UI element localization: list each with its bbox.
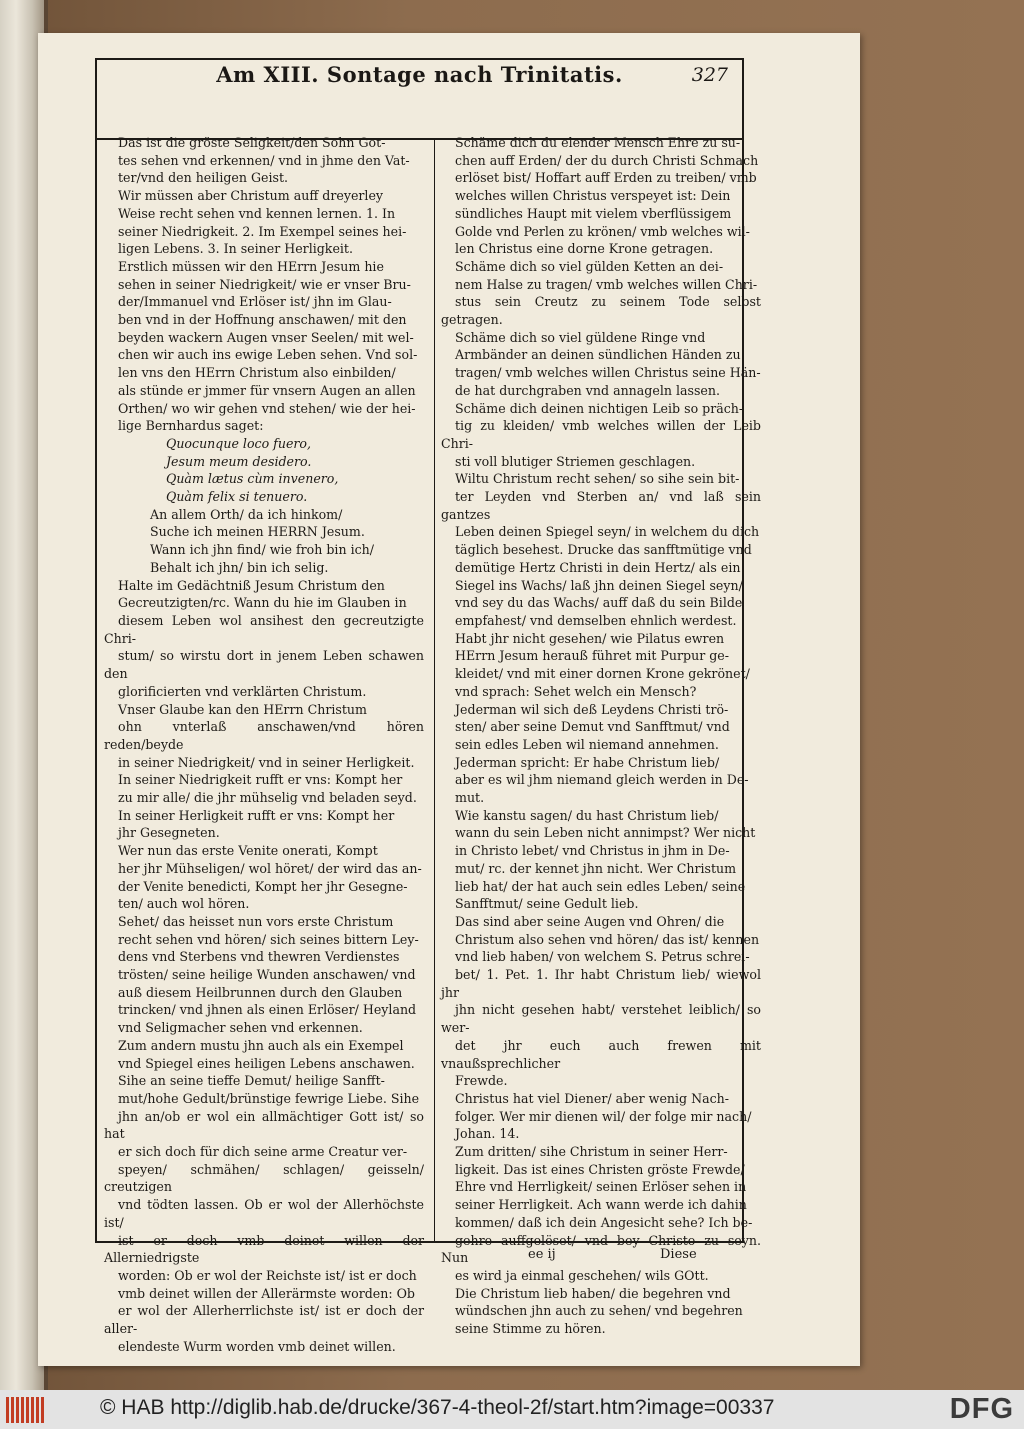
text-line: In seiner Herligkeit rufft er vns: Kompt her xyxy=(118,807,395,823)
text-line: recht sehen vnd hören/ sich seines bittern Ley- xyxy=(118,931,419,947)
text-line: de hat durchgraben vnd annageln lassen. xyxy=(455,382,720,398)
page-number: 327 xyxy=(691,64,728,86)
text-line: tig zu kleiden/ vmb welches willen der Leib Chri- xyxy=(441,418,761,451)
verse-line: Behalt ich jhn/ bin ich selig. xyxy=(150,559,329,575)
text-line: Wer nun das erste Venite onerati, Kompt xyxy=(118,843,378,859)
text-line: Golde vnd Perlen zu krönen/ vmb welches wil- xyxy=(455,223,750,239)
text-line: ten/ auch wol hören. xyxy=(118,896,250,912)
text-line: ligkeit. Das ist eines Christen gröste Frewde/ xyxy=(455,1161,745,1177)
text-line: Orthen/ wo wir gehen vnd stehen/ wie der hei- xyxy=(118,400,416,416)
text-line: elendeste Wurm worden vmb deinet willen. xyxy=(118,1338,396,1354)
text-line: ter/vnd den heiligen Geist. xyxy=(118,170,289,186)
text-line: sten/ aber seine Demut vnd Sanfftmut/ vnd xyxy=(455,719,730,735)
text-line: welches willen Christus verspeyet ist: Dein xyxy=(455,188,731,204)
text-line: her jhr Mühseligen/ wol höret/ der wird das an- xyxy=(118,860,422,876)
text-line: len vns den HErrn Christum also einbilden/ xyxy=(118,365,396,381)
text-line: seiner Niedrigkeit. 2. Im Exempel seines hei- xyxy=(118,223,407,239)
text-line: det jhr euch auch frewen mit vnaußsprechlicher xyxy=(441,1037,761,1071)
text-line: Habt jhr nicht gesehen/ wie Pilatus ewren xyxy=(455,630,725,646)
catchword: Diese xyxy=(660,1247,697,1262)
text-line: empfahest/ vnd demselben ehnlich werdest. xyxy=(455,612,737,628)
dfg-logo: DFG xyxy=(949,1393,1014,1425)
text-line: der/Immanuel vnd Erlöser ist/ jhn im Glau- xyxy=(118,294,392,310)
left-text-block-2 xyxy=(104,577,424,1356)
text-line: bet/ 1. Pet. 1. Ihr habt Christum lieb/ wiewol jhr xyxy=(441,967,761,1000)
german-verse xyxy=(104,506,424,577)
text-line: stus sein Creutz zu seinem Tode selbst getragen. xyxy=(441,294,761,328)
verse-line: Quocunque loco fuero, xyxy=(166,435,312,451)
text-line: stum/ so wirstu dort in jenem Leben schawen den xyxy=(104,648,424,682)
text-line: in seiner Niedrigkeit/ vnd in seiner Herligkeit. xyxy=(118,754,415,770)
text-line: sti voll blutiger Striemen geschlagen. xyxy=(455,453,696,469)
text-line: Schäme dich du elender Mensch Ehre zu su- xyxy=(455,135,741,150)
text-line: vnd sey du das Wachs/ auff daß du sein Bilde xyxy=(455,595,743,611)
running-head: Am XIII. Sontage nach Trinitatis. xyxy=(216,62,623,87)
text-line: folger. Wer mir dienen wil/ der folge mir nach/ xyxy=(455,1108,752,1124)
text-line: täglich besehest. Drucke das sanfftmütige vnd xyxy=(455,542,752,558)
verse-line: Quàm felix si tenuero. xyxy=(166,489,308,505)
text-line: Das ist die gröste Seligkeit/den Sohn Got- xyxy=(118,135,386,150)
text-line: Siegel ins Wachs/ laß jhn deinen Siegel seyn/ xyxy=(455,577,743,593)
text-line: sehen in seiner Niedrigkeit/ wie er vnser Bru- xyxy=(118,276,411,292)
text-line: chen wir auch ins ewige Leben sehen. Vnd sol- xyxy=(118,347,418,363)
text-line: lige Bernhardus saget: xyxy=(118,418,264,434)
text-line: mut. xyxy=(455,790,485,806)
text-line: kommen/ daß ich dein Angesicht sehe? Ich be- xyxy=(455,1214,753,1230)
text-line: mut/ rc. der kennet jhn nicht. Wer Christum xyxy=(455,860,737,876)
text-line: Christum also sehen vnd hören/ das ist/ kennen xyxy=(455,931,760,947)
text-line: zu mir alle/ die jhr mühselig vnd beladen seyd. xyxy=(118,790,417,806)
text-line: Christus hat viel Diener/ aber wenig Nach- xyxy=(455,1090,730,1106)
text-line: lieb hat/ der hat auch sein edles Leben/ seine xyxy=(455,878,746,894)
text-line: speyen/ schmähen/ schlagen/ geisseln/ creutzigen xyxy=(104,1161,424,1195)
text-line: worden: Ob er wol der Reichste ist/ ist er doch xyxy=(118,1268,417,1283)
text-line: der Venite benedicti, Kompt her jhr Gesegne- xyxy=(118,878,408,894)
verse-line: An allem Orth/ da ich hinkom/ xyxy=(150,506,343,522)
text-line: Schäme dich so viel güldene Ringe vnd xyxy=(455,329,706,345)
text-line: er wol der Allerherrlichste ist/ ist er doch der aller- xyxy=(104,1303,424,1337)
text-line: sündliches Haupt mit vielem vberflüssigem xyxy=(455,205,732,221)
text-line: Frewde. xyxy=(455,1073,508,1089)
text-line: Wir müssen aber Christum auff dreyerley xyxy=(118,188,384,204)
text-line: wündschen jhn auch zu sehen/ vnd begehren xyxy=(455,1303,743,1319)
text-line: vnd lieb haben/ von welchem S. Petrus schrei- xyxy=(455,949,750,965)
text-line: Ehre vnd Herrligkeit/ seinen Erlöser sehen in xyxy=(455,1179,747,1195)
text-line: seine Stimme zu hören. xyxy=(455,1321,606,1337)
text-line: als stünde er jmmer für vnsern Augen an allen xyxy=(118,382,416,398)
text-line: tes sehen vnd erkennen/ vnd in jhme den Vat- xyxy=(118,152,410,168)
text-line: Das sind aber seine Augen vnd Ohren/ die xyxy=(455,913,725,929)
text-line: beyden wackern Augen vnser Seelen/ mit wel- xyxy=(118,329,414,345)
text-line: gehre auffgelöset/ vnd bey Christo zu seyn. Nun xyxy=(441,1232,761,1266)
source-link[interactable]: © HAB http://diglib.hab.de/drucke/367-4-theol-2f/start.htm?image=00337 xyxy=(100,1396,775,1419)
text-line: sein edles Leben wil niemand annehmen. xyxy=(455,736,719,752)
text-line: ter Leyden vnd Sterben an/ vnd laß sein gantzes xyxy=(441,489,761,522)
text-line: Jederman wil sich deß Leydens Christi trö- xyxy=(455,701,729,717)
text-line: ligen Lebens. 3. In seiner Herligkeit. xyxy=(118,241,353,257)
text-line: glorificierten vnd verklärten Christum. xyxy=(118,683,367,699)
text-line: Zum andern mustu jhn auch als ein Exempel xyxy=(118,1037,404,1053)
text-line: nem Halse zu tragen/ vmb welches willen Chri- xyxy=(455,276,758,292)
text-line: Wiltu Christum recht sehen/ so sihe sein bit- xyxy=(455,471,740,487)
left-column xyxy=(104,134,424,1356)
verse-line: Wann ich jhn find/ wie froh bin ich/ xyxy=(150,542,375,558)
viewer-footer xyxy=(0,1390,1024,1429)
text-line: In seiner Niedrigkeit rufft er vns: Kompt her xyxy=(118,772,403,788)
text-line: es wird ja einmal geschehen/ wils GOtt. xyxy=(455,1268,709,1283)
text-line: chen auff Erden/ der du durch Christi Schmach xyxy=(455,152,759,168)
column-rule xyxy=(434,138,435,1241)
text-line: HErrn Jesum herauß führet mit Purpur ge- xyxy=(455,648,729,664)
text-line: Leben deinen Spiegel seyn/ in welchem du dich xyxy=(455,524,760,540)
verse-line: Suche ich meinen HERRN Jesum. xyxy=(150,524,365,540)
text-line: ist er doch vmb deinet willen der Allerniedrigste xyxy=(104,1232,424,1266)
text-line: seiner Herrligkeit. Ach wann werde ich dahin xyxy=(455,1197,747,1213)
text-line: Vnser Glaube kan den HErrn Christum xyxy=(118,701,367,717)
text-line: diesem Leben wol ansihest den gecreutzigte Chri- xyxy=(104,612,424,646)
text-line: Weise recht sehen vnd kennen lernen. 1. In xyxy=(118,205,396,221)
barcode-icon xyxy=(6,1397,46,1423)
text-line: len Christus eine dorne Krone getragen. xyxy=(455,241,714,257)
text-line: vmb deinet willen der Allerärmste worden: Ob xyxy=(118,1285,415,1301)
text-line: dens vnd Sterbens vnd thewren Verdienstes xyxy=(118,949,400,965)
text-line: Jederman spricht: Er habe Christum lieb/ xyxy=(455,754,720,770)
text-line: vnd Spiegel eines heiligen Lebens anschawen. xyxy=(118,1055,415,1071)
text-line: vnd sprach: Sehet welch ein Mensch? xyxy=(455,683,697,699)
text-line: in Christo lebet/ vnd Christus in jhm in De- xyxy=(455,843,730,859)
text-line: ben vnd in der Hoffnung anschawen/ mit den xyxy=(118,312,407,328)
text-line: Zum dritten/ sihe Christum in seiner Herr- xyxy=(455,1144,728,1160)
text-line: Halte im Gedächtniß Jesum Christum den xyxy=(118,577,385,593)
text-line: trincken/ vnd jhnen als einen Erlöser/ Heyland xyxy=(118,1002,417,1018)
text-line: kleidet/ vnd mit einer dornen Krone gekrönet/ xyxy=(455,666,750,682)
text-line: Sihe an seine tieffe Demut/ heilige Sanfft- xyxy=(118,1073,385,1089)
latin-verse xyxy=(104,435,424,506)
text-line: Johan. 14. xyxy=(455,1126,520,1142)
text-line: trösten/ seine heilige Wunden anschawen/ vnd xyxy=(118,967,416,983)
text-line: ohn vnterlaß anschawen/vnd hören reden/beyde xyxy=(104,719,424,752)
text-line: Gecreutzigten/rc. Wann du hie im Glauben in xyxy=(118,595,407,611)
text-line: Die Christum lieb haben/ die begehren vnd xyxy=(455,1285,731,1301)
book-page xyxy=(38,33,860,1366)
text-line: auß diesem Heilbrunnen durch den Glauben xyxy=(118,984,403,1000)
right-column xyxy=(441,134,761,1338)
verse-line: Jesum meum desidero. xyxy=(166,453,312,469)
text-line: Armbänder an deinen sündlichen Händen zu xyxy=(455,347,741,363)
text-line: Schäme dich so viel gülden Ketten an dei- xyxy=(455,258,724,274)
left-text-block xyxy=(104,134,424,435)
text-line: Erstlich müssen wir den HErrn Jesum hie xyxy=(118,258,384,274)
text-line: tragen/ vmb welches willen Christus seine Hän- xyxy=(455,365,761,381)
text-line: vnd tödten lassen. Ob er wol der Allerhöchste ist/ xyxy=(104,1197,424,1230)
text-line: Sanfftmut/ seine Gedult lieb. xyxy=(455,896,639,912)
verse-line: Quàm lætus cùm invenero, xyxy=(166,471,339,487)
text-line: jhn nicht gesehen habt/ verstehet leiblich/ so wer- xyxy=(441,1002,761,1036)
text-line: jhr Gesegneten. xyxy=(118,825,220,841)
text-line: Sehet/ das heisset nun vors erste Christum xyxy=(118,913,394,929)
text-line: demütige Hertz Christi in dein Hertz/ als ein xyxy=(455,559,741,575)
text-line: wann du sein Leben nicht annimpst? Wer nicht xyxy=(455,825,756,841)
text-line: jhn an/ob er wol ein allmächtiger Gott ist/ so hat xyxy=(104,1108,424,1142)
text-line: aber es wil jhm niemand gleich werden in De- xyxy=(455,772,749,788)
text-line: Wie kanstu sagen/ du hast Christum lieb/ xyxy=(455,807,719,823)
text-line: er sich doch für dich seine arme Creatur ver- xyxy=(118,1144,408,1160)
text-line: vnd Seligmacher sehen vnd erkennen. xyxy=(118,1020,363,1036)
text-line: mut/hohe Gedult/brünstige fewrige Liebe. Sihe xyxy=(118,1090,420,1106)
text-line: erlöset bist/ Hoffart auff Erden zu treiben/ vmb xyxy=(455,170,757,186)
text-line: Schäme dich deinen nichtigen Leib so präch- xyxy=(455,400,744,416)
signature-mark: ee ij xyxy=(528,1247,556,1262)
